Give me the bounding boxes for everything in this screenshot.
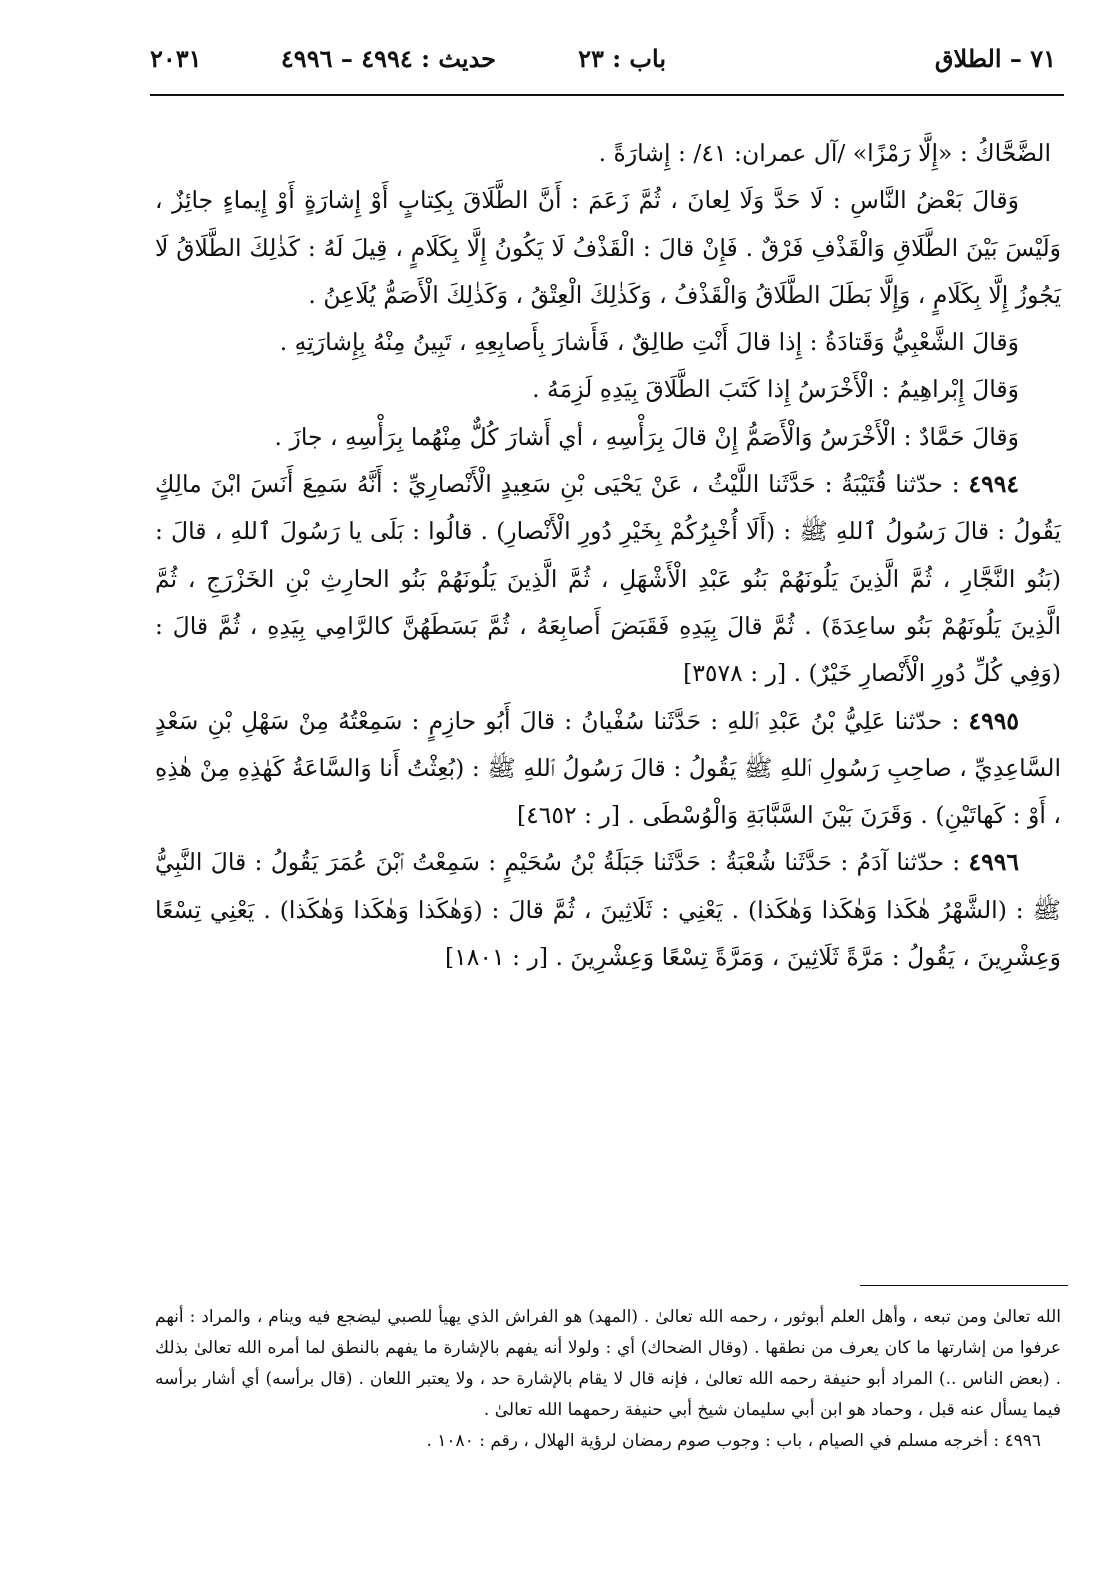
bab-number: باب : ٢٣ xyxy=(578,44,666,73)
paragraph-ibrahim: وَقالَ إِبْراهِيمُ : الْأَخْرَسُ إِذا كَتَبَ الطَّلَاقَ بِيَدِهِ لَزِمَهُ . xyxy=(532,375,1019,404)
hadith-text: : حدّثنا قُتَيْبَةُ : حَدَّثَنا اللَّيْثُ ، عَنْ يَحْيَى بْنِ سَعِيدٍ الْأَنْصارِيِّ : أَنَّهُ سَمِعَ أَنَسَ ابْنَ مالِكٍ يَقُولُ : قالَ رَسُولُ ٱللهِ ﷺ : (أَلَا أُخْبِرُكُمْ بِخَيْرِ دُورِ الْأَنْصارِ) . قالُوا : بَلَى يا رَسُولَ ٱللهِ ، قالَ : (بَنُو النَّجَّارِ ، ثُمَّ الَّذِينَ يَلُونَهُمْ بَنُو عَبْدِ الْأَشْهَلِ ، ثُمَّ الَّذِينَ يَلُونَهُمْ بَنُو الحارِثِ بْنِ الخَزْرَجِ ، ثُمَّ الَّذِينَ يَلُونَهُمْ بَنُو ساعِدَةَ) . ثُمَّ قالَ بِيَدِهِ فَقَبَضَ أَصابِعَهُ ، ثُمَّ بَسَطَهُنَّ كالرَّامِي بِيَدِهِ ، ثُمَّ قالَ : (وَفِي كُلِّ دُورِ الْأَنْصارِ خَيْرٌ) . [ر : ٣٥٧٨] xyxy=(155,470,1061,688)
paragraph-some-people: وَقالَ بَعْضُ النَّاسِ : لَا حَدَّ وَلَا لِعانَ ، ثُمَّ زَعَمَ : أَنَّ الطَّلَاقَ بِكِتابٍ أَوْ إِشارَةٍ أَوْ إِيماءٍ جائِزٌ ، وَلَيْسَ بَيْنَ الطَّلَاقِ وَالْقَذْفِ فَرْقٌ . فَإِنْ قالَ : الْقَذْفُ لَا يَكُونُ إِلَّا بِكَلَامٍ ، قِيلَ لَهُ : كَذٰلِكَ الطَّلَاقُ لَا يَجُوزُ إِلَّا بِكَلَامٍ ، وَإِلَّا بَطَلَ الطَّلَاقُ وَالْقَذْفُ ، وَكَذٰلِكَ الْعِتْقُ ، وَكَذٰلِكَ الْأَصَمُّ يُلَاعِنُ . xyxy=(155,186,1061,309)
paragraph-dahhak: الضَّحَّاكُ : «إِلَّا رَمْزًا» /آل عمران: ٤١/ : إِشارَةً . xyxy=(598,139,1051,167)
page-number: ٢٠٣١ xyxy=(150,44,202,73)
footnote-commentary: الله تعالىٰ ومن تبعه ، وأهل العلم أبوثور ، رحمه الله تعالىٰ . (المهد) هو الفراش الذي يهيأ للصبي ليضجع فيه وينام ، والمراد : أنهم عرفوا من إشارتها ما كان يعرف من نطقها . (وقال الضحاك) أي : ولولا أنه يفهم بالإشارة ما يفهم بالنطق لما أمره الله تعالىٰ بذلك . (بعض الناس ..) المراد أبو حنيفة رحمه الله تعالىٰ ، فإنه قال لا يقام بالإشارة حد ، ولا يعتبر اللعان . (قال برأسه) أي أشار برأسه فيما يسأل عنه قبل ، وحماد هو ابن أبي سليمان شيخ أبي حنيفة رحمهما الله تعالىٰ . xyxy=(155,1307,1061,1420)
paragraph-hammad: وَقالَ حَمَّادٌ : الْأَخْرَسُ وَالْأَصَمُّ إِنْ قالَ بِرَأْسِهِ ، أي أَشارَ كُلٌّ مِنْهُما بِرَأْسِهِ ، جازَ . xyxy=(274,422,1019,451)
main-text xyxy=(155,130,1061,1265)
hadith-4996 xyxy=(155,839,1061,981)
page-header xyxy=(150,30,1064,90)
paragraph-shabi: وَقالَ الشَّعْبِيُّ وَقَتادَةُ : إِذا قالَ أَنْتِ طالِقٌ ، فَأَشارَ بِأَصابِعِهِ ، تَبِينُ مِنْهُ بِإِشارَتِهِ . xyxy=(279,328,1019,357)
footnotes xyxy=(155,1302,1061,1457)
footnote-takhrij: ٤٩٩٦ : أخرجه مسلم في الصيام ، باب : وجوب صوم رمضان لرؤية الهلال ، رقم : ١٠٨٠ . xyxy=(426,1431,1041,1451)
footnote-rule xyxy=(860,1285,1068,1286)
hadith-number: ٤٩٩٦ xyxy=(968,848,1019,877)
hadith-number: ٤٩٩٤ xyxy=(968,470,1019,499)
header-rule xyxy=(150,94,1064,96)
hadith-text: : حدّثنا آدَمُ : حَدَّثَنا شُعْبَةُ : حَدَّثَنا جَبَلَةُ بْنُ سُحَيْمٍ : سَمِعْتُ ٱبْنَ عُمَرَ يَقُولُ : قالَ النَّبِيُّ ﷺ : (الشَّهْرُ هٰكَذا وَهٰكَذا وَهٰكَذا) . يَعْنِي : ثَلَاثِينَ ، ثُمَّ قالَ : (وَهٰكَذا وَهٰكَذا وَهٰكَذا) . يَعْنِي تِسْعًا وَعِشْرِينَ ، يَقُولُ : مَرَّةً ثَلَاثِينَ ، وَمَرَّةً تِسْعًا وَعِشْرِينَ . [ر : ١٨٠١] xyxy=(155,848,1061,972)
hadith-range: حديث : ٤٩٩٤ – ٤٩٩٦ xyxy=(280,44,496,73)
hadith-number: ٤٩٩٥ xyxy=(968,706,1019,735)
chapter-title: ٧١ – الطلاق xyxy=(934,44,1056,73)
hadith-4994 xyxy=(155,461,1061,697)
hadith-4995 xyxy=(155,698,1061,840)
hadith-text: : حدّثنا عَلِيُّ بْنُ عَبْدِ ٱللهِ : حَدَّثَنا سُفْيانُ : قالَ أَبُو حازِمٍ : سَمِعْتُهُ مِنْ سَهْلِ بْنِ سَعْدٍ السَّاعِدِيِّ ، صاحِبِ رَسُولِ ٱللهِ ﷺ يَقُولُ : قالَ رَسُولُ ٱللهِ ﷺ : (بُعِثْتُ أَنا وَالسَّاعَةُ كَهٰذِهِ مِنْ هٰذِهِ ، أَوْ : كَهاتَيْنِ) . وَقَرَنَ بَيْنَ السَّبَّابَةِ وَالْوُسْطَى . [ر : ٤٦٥٢] xyxy=(155,706,1061,830)
